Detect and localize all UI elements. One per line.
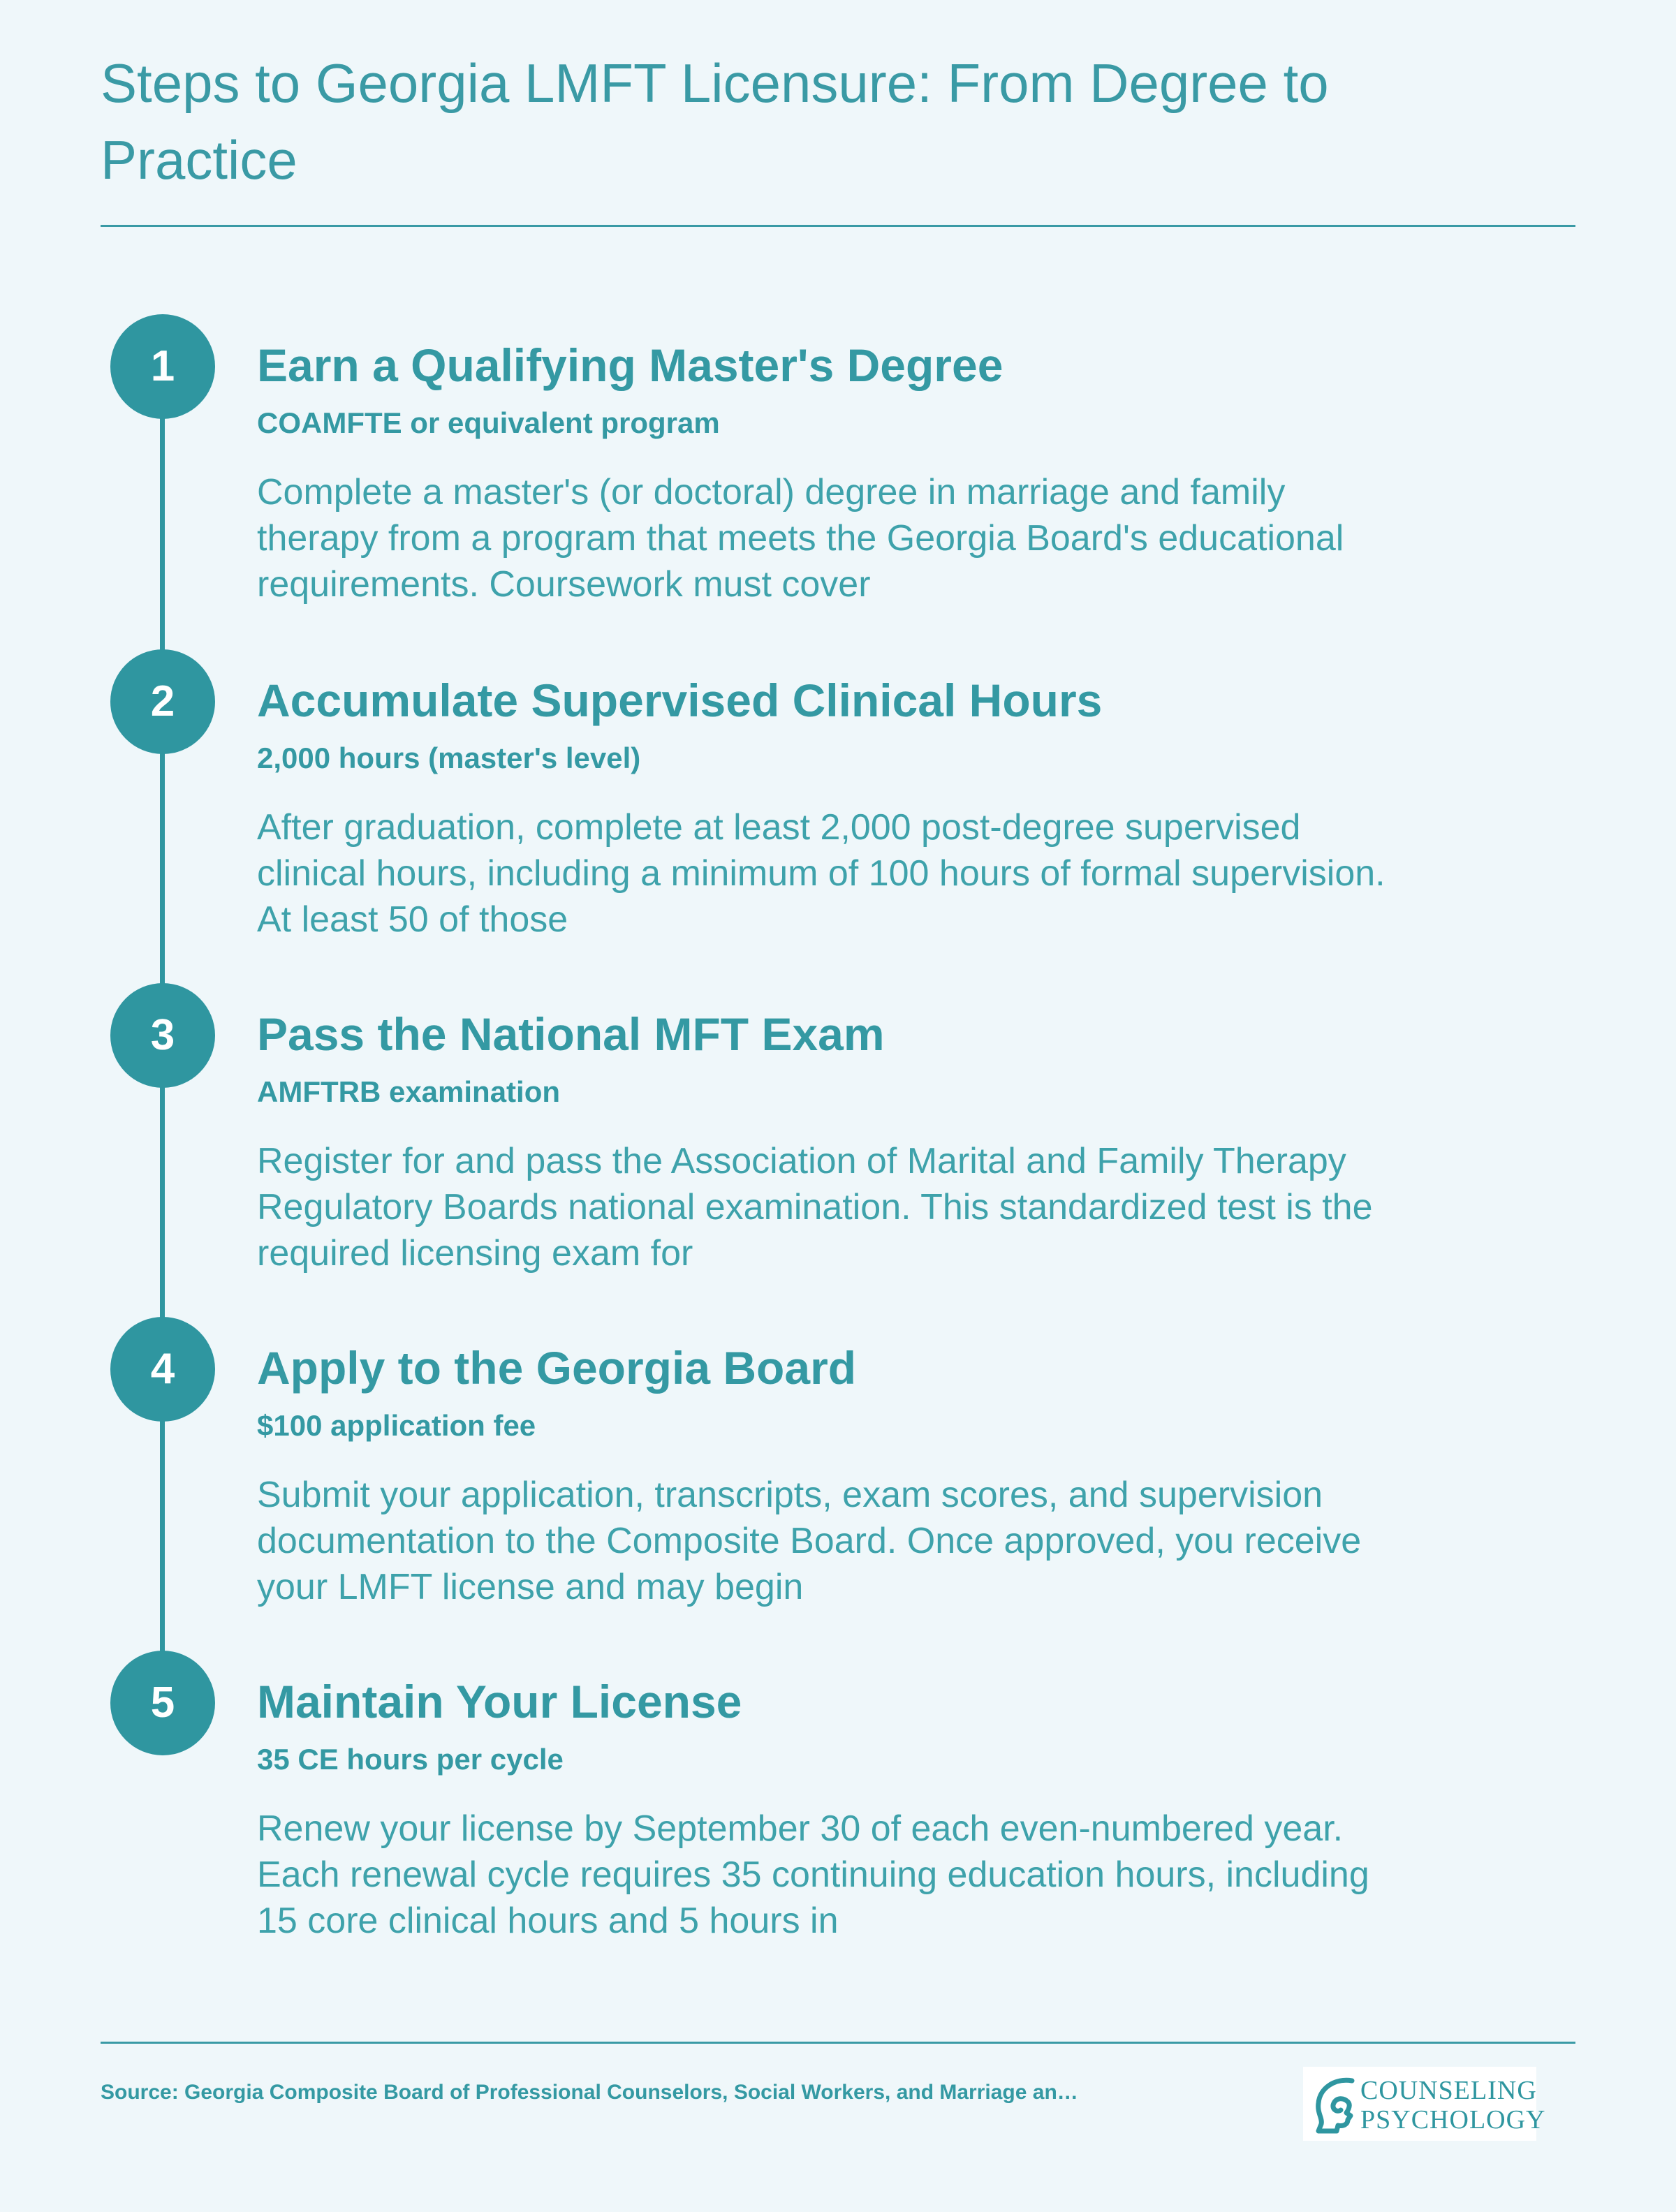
logo-text-line-1: COUNSELING [1360, 2076, 1537, 2105]
step-1 [0, 314, 1676, 649]
step-description: Renew your license by September 30 of each even-numbered year. Each renewal cycle requires 35 continuing education hours, including 15 core clinical hours and 5 hours in [257, 1808, 1369, 1941]
top-divider [101, 225, 1575, 227]
logo-text-line-2: PSYCHOLOGY [1360, 2105, 1546, 2134]
step-2 [0, 649, 1676, 985]
step-title: Maintain Your License [257, 1676, 742, 1727]
bottom-divider [101, 2042, 1575, 2044]
step-5 [0, 1651, 1676, 1986]
step-subtitle: AMFTRB examination [257, 1075, 561, 1108]
step-subtitle: 2,000 hours (master's level) [257, 742, 641, 774]
step-number-badge: 2 [110, 649, 215, 754]
page-title: Steps to Georgia LMFT Licensure: From Degree to Practice [101, 52, 1329, 191]
step-subtitle: $100 application fee [257, 1409, 536, 1442]
step-description: After graduation, complete at least 2,000 post-degree supervised clinical hours, including a minimum of 100 hours of formal supervision. At least 50 of those [257, 807, 1385, 940]
step-title: Pass the National MFT Exam [257, 1008, 885, 1060]
step-4 [0, 1317, 1676, 1652]
step-3 [0, 983, 1676, 1318]
step-number-badge: 3 [110, 983, 215, 1088]
step-description: Complete a master's (or doctoral) degree in marriage and family therapy from a program that meets the Georgia Board's educational requirements. Coursework must cover [257, 472, 1344, 605]
step-number-badge: 5 [110, 1651, 215, 1755]
step-title: Accumulate Supervised Clinical Hours [257, 674, 1103, 726]
step-subtitle: 35 CE hours per cycle [257, 1743, 564, 1776]
step-title: Earn a Qualifying Master's Degree [257, 339, 1004, 391]
step-subtitle: COAMFTE or equivalent program [257, 406, 720, 439]
step-description: Register for and pass the Association of Marital and Family Therapy Regulatory Boards national examination. This standardized test is the required licensing exam for [257, 1141, 1373, 1274]
step-title: Apply to the Georgia Board [257, 1342, 857, 1394]
source-citation: Source: Georgia Composite Board of Professional Counselors, Social Workers, and Marriage an… [101, 2081, 1078, 2104]
step-description: Submit your application, transcripts, exam scores, and supervision documentation to the Composite Board. Once approved, you receive your LMFT license and may begin [257, 1475, 1362, 1607]
counseling-psychology-logo [1303, 2067, 1546, 2141]
step-number-badge: 4 [110, 1317, 215, 1422]
step-number-badge: 1 [110, 314, 215, 419]
